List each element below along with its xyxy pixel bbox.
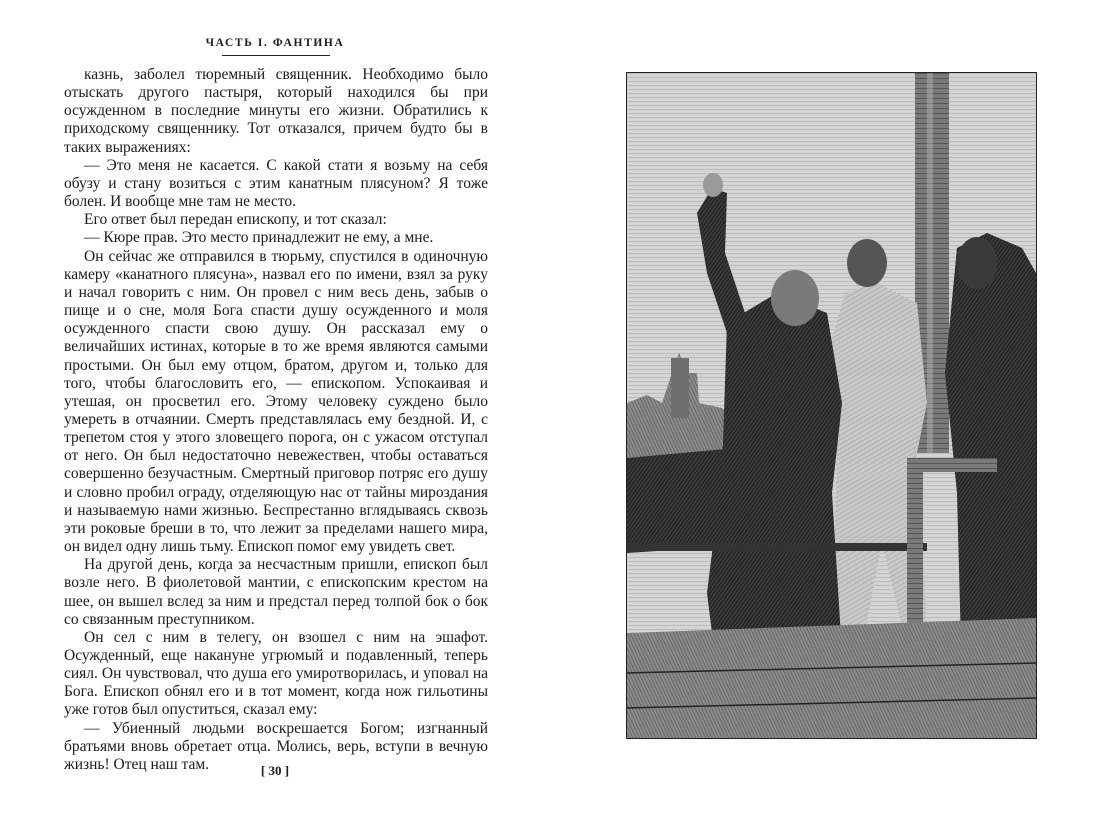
paragraph: — Убиенный людьми воскрешается Богом; изгнанный братьями вновь обретает отца. Молись, верь, вступи в вечную жизнь! Отец наш там. — [64, 719, 488, 773]
paragraph: Он сел с ним в телегу, он взошел с ним на эшафот. Осужденный, еще накануне угрюмый и подавленный, теперь сиял. Он чувствовал, что душа его умиротворилась, и уповал на Бога. Епископ обнял его и в тот момент, когда нож гильотины уже готов был опуститься, сказал ему: — [64, 628, 488, 719]
executioner-head — [957, 237, 997, 289]
paragraph: На другой день, когда за несчастным пришли, епископ был возле него. В фиолетовой мантии, с епископским крестом на шее, он вышел вслед за ним и предстал перед толпой бок о бок со связанным преступником. — [64, 556, 488, 628]
page-number: [ 30 ] — [260, 763, 290, 778]
engraving-illustration — [626, 72, 1037, 739]
text-column — [64, 66, 488, 774]
prisoner-head — [847, 239, 887, 287]
running-head: ЧАСТЬ I. ФАНТИНА — [205, 37, 345, 49]
paragraph: — Кюре прав. Это место принадлежит не ему, а мне. — [84, 229, 434, 247]
bishop-head — [771, 270, 819, 326]
running-head-rule — [222, 55, 330, 56]
church-tower — [671, 358, 689, 418]
bishop-robe — [707, 293, 842, 673]
bishop-hand — [703, 173, 723, 197]
scaffold-railing — [627, 543, 927, 551]
paragraph: Он сейчас же отправился в тюрьму, спустился в одиночную камеру «канатного плясуна», назвал его по имени, взял за руку и начал говорить с ним. Он провел с ним весь день, забыв о пище и о сне, моля Бога спасти душу осужденного и моля осужденного спасти свою душу. Он рассказал ему о величайших истинах, которые в то же время являются самыми простыми. Он был ему отцом, братом, другом и, только для того, чтобы благословить его, — епископом. Успокаивая и утешая, он просветил его. Этому человеку суждено было умереть в отчаянии. Смерть представлялась ему бездной. И, с трепетом стоя у этого зловещего порога, он с ужасом отступал от него. Он был недостаточно невежествен, чтобы оставаться совершенно безучастным. Смертный приговор потряс его душу и словно пробил ограду, отделяющую нас от тайны мироздания и называемую нами жизнью. Беспрестанно вглядываясь сквозь эти роковые бреши в то, что лежит за пределами нашего мира, он видел одну лишь тьму. Епископ помог ему увидеть свет. — [64, 247, 488, 556]
paragraph: — Это меня не касается. С какой стати я возьму на себя обузу и стану возиться с этим канатным плясуном? Я тоже болен. И вообще мне там не место. — [64, 156, 488, 211]
paragraph: Его ответ был передан епископу, и тот сказал: — [84, 211, 387, 229]
paragraph: казнь, заболел тюремный священник. Необходимо было отыскать другого пастыря, который находился бы при осужденном в последние минуты его жизни. Обратились к приходскому священнику. Тот отказался, причем будто бы в таких выражениях: — [64, 66, 488, 156]
scaffold-platform — [627, 618, 1036, 738]
